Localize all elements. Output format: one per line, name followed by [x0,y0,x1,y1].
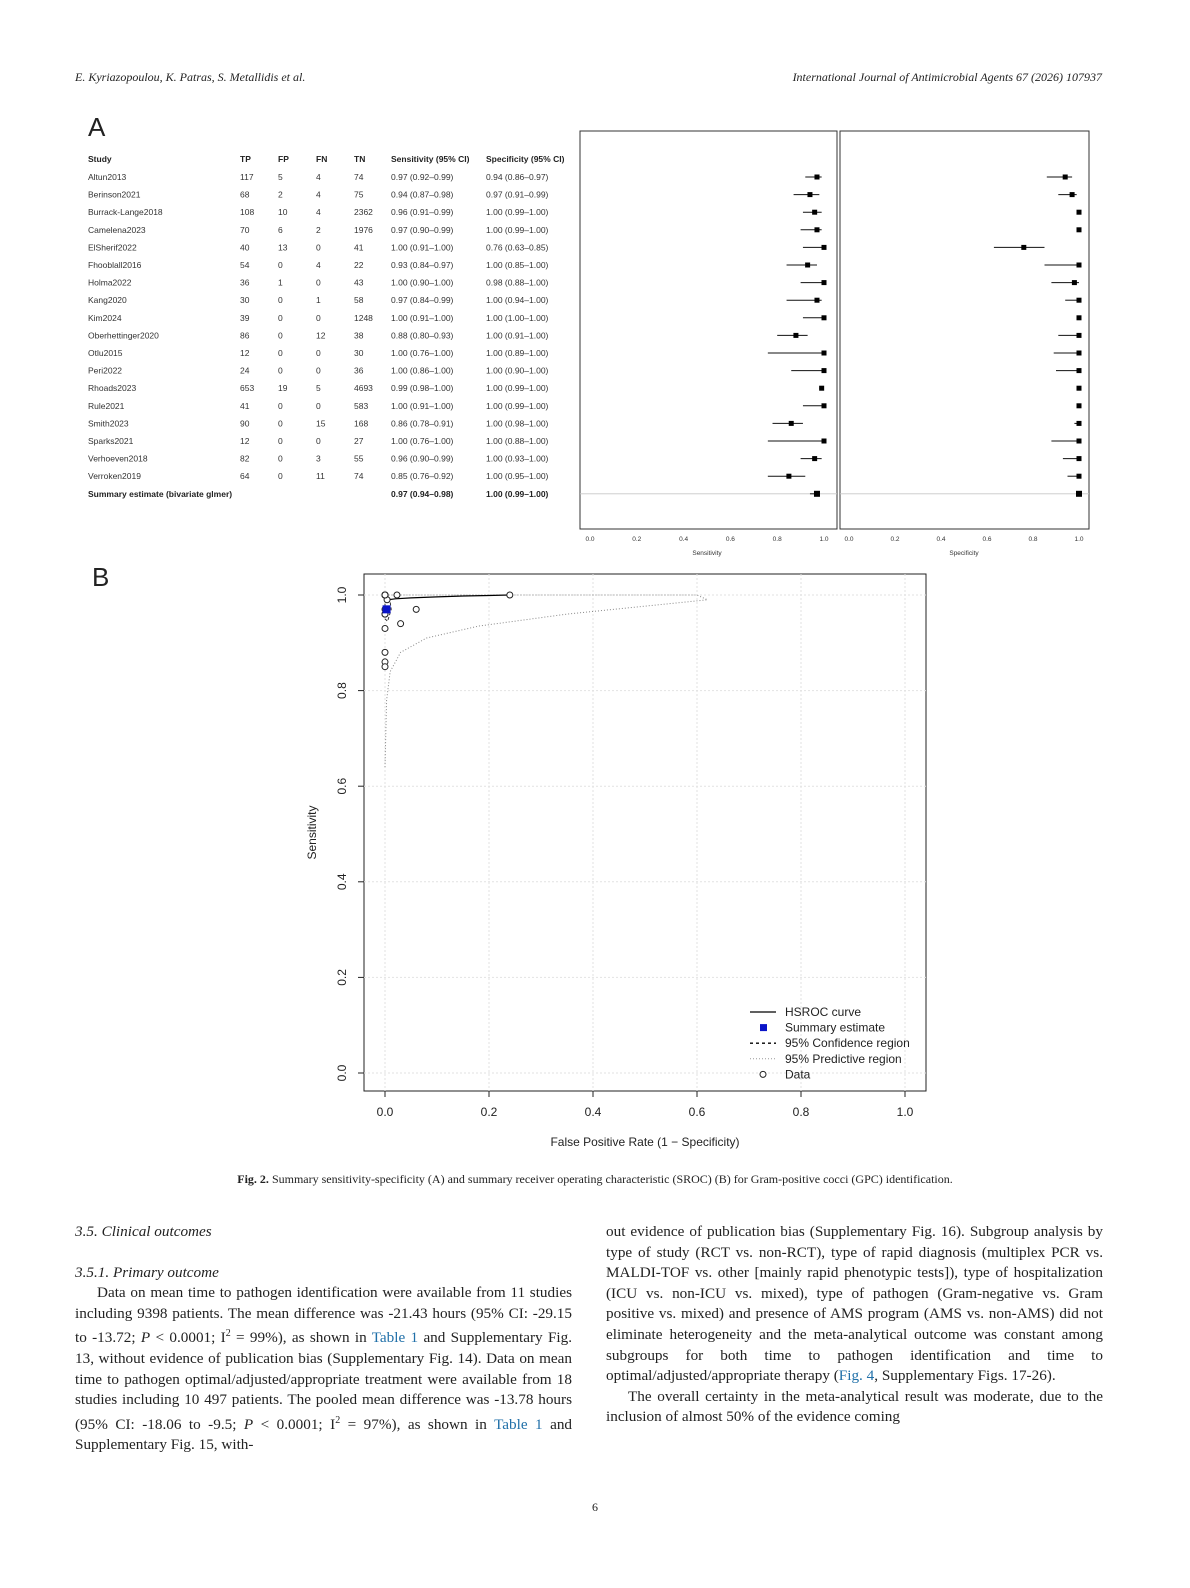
legend-label: Summary estimate [785,1020,886,1035]
data-point [382,592,388,598]
forest-cell: Smith2023 [88,418,129,429]
fig4-link[interactable]: Fig. 4 [838,1367,875,1385]
specificity-point [1077,421,1082,426]
forest-plot-figure [0,0,1190,570]
forest-cell: 1.00 (0.89–1.00) [486,348,549,358]
table1-link[interactable]: Table 1 [494,1415,543,1433]
forest-cell: 68 [240,189,250,200]
forest-cell: 1.00 (0.95–1.00) [486,471,549,482]
forest-cell: 74 [354,471,364,482]
forest-cell: 108 [240,207,255,218]
forest-cell: Berinson2021 [88,189,141,200]
y-tick-label: 0.4 [335,873,349,891]
sensitivity-tick-label: 0.2 [632,536,642,543]
forest-cell: 1.00 (0.99–1.00) [486,383,549,394]
y-tick-label: 0.8 [335,682,349,699]
forest-cell: Camelena2023 [88,224,146,235]
specificity-point [1077,439,1082,444]
specificity-axis-label: Specificity [949,550,979,557]
forest-cell: Kang2020 [88,295,127,306]
forest-cell: Burrack-Lange2018 [88,207,163,218]
forest-cell: 1.00 (0.99–1.00) [486,224,549,235]
forest-cell: 0 [278,400,283,411]
forest-cell: 1.00 (0.94–1.00) [486,295,549,306]
forest-cell: 0.97 (0.92–0.99) [391,172,454,182]
sensitivity-point [786,474,791,479]
x-tick-label: 0.6 [688,1105,706,1119]
forest-cell: 0 [278,365,283,376]
sensitivity-point [814,175,819,180]
sensitivity-point [812,210,817,215]
forest-cell: Peri2022 [88,365,123,376]
forest-cell: 12 [316,330,326,341]
specificity-tick-label: 0.0 [844,536,854,543]
forest-cell: 1.00 (0.86–1.00) [391,365,454,376]
forest-cell: 10 [278,207,288,218]
specificity-point [1076,491,1082,497]
caption-label: Fig. 2. [237,1172,269,1186]
left-column [75,1222,572,1456]
forest-cell: Oberhettinger2020 [88,330,159,341]
forest-cell: 12 [240,348,250,358]
sroc-plot [0,560,1190,1160]
specificity-point [1077,227,1082,232]
forest-col-header: TP [240,154,251,164]
forest-cell: 0 [316,312,321,323]
forest-cell: 38 [354,330,364,341]
specificity-point [1070,192,1075,197]
legend-swatch [760,1071,766,1077]
forest-summary-sens: 0.97 (0.94–0.98) [391,488,454,499]
forest-cell: 75 [354,189,364,200]
specificity-point [1021,245,1026,250]
forest-cell: 55 [354,453,364,464]
data-point [382,649,388,655]
forest-cell: 4693 [354,383,373,394]
forest-cell: 0 [278,348,283,358]
forest-cell: 2362 [354,207,373,218]
forest-cell: 0.85 (0.76–0.92) [391,471,454,482]
forest-cell: 86 [240,330,250,341]
forest-cell: 1.00 (0.93–1.00) [486,453,549,464]
right-column [606,1222,1103,1428]
x-tick-label: 0.4 [584,1105,602,1119]
forest-cell: 0 [278,295,283,306]
panel-b-label: B [92,562,110,592]
specificity-point [1077,333,1082,338]
specificity-point [1077,386,1082,391]
data-point [413,606,419,612]
sensitivity-point [814,298,819,303]
legend-label: HSROC curve [785,1005,862,1019]
legend-label: Data [785,1067,811,1082]
specificity-point [1077,368,1082,373]
forest-cell: 0.96 (0.90–0.99) [391,453,454,464]
forest-cell: 0 [278,312,283,323]
forest-cell: 39 [240,312,250,323]
forest-cell: 1.00 (0.91–1.00) [391,400,454,411]
section-heading: 3.5. Clinical outcomes [75,1223,212,1240]
forest-cell: 0 [278,260,283,270]
subsection-heading: 3.5.1. Primary outcome [75,1263,219,1281]
forest-cell: Otlu2015 [88,348,123,358]
specificity-point [1077,456,1082,461]
forest-cell: 11 [316,471,325,482]
forest-cell: 54 [240,260,250,270]
forest-cell: 0.96 (0.91–0.99) [391,207,454,218]
left-paragraph: Data on mean time to pathogen identification were available from 11 studies including 9398 patients. The mean difference was -21.43 hours (95% CI: -29.15 to -13.72; P < 0.0001; $I^2 = 99\%$), as shown in Table 1 and Supplementary Fig. 13, without evidence of publication bias (Supplementary Fig. 14). Data on mean time to pathogen optimal/adjusted/appropriate treatment were available from 18 studies including 10 497 patients. The pooled mean difference was -13.78 hours (95% CI: -18.06 to -9.5; P < 0.0001; $I^2 = 97\%$), as shown in Table 1 and Supplementary Fig. 15, with- [75,1284,573,1454]
forest-cell: 0 [316,436,321,446]
forest-cell: Holma2022 [88,277,132,288]
sensitivity-point [822,280,827,285]
forest-cell: 1 [278,277,283,288]
forest-cell: 30 [240,295,250,306]
data-point [507,592,513,598]
table1-link[interactable]: Table 1 [371,1329,419,1347]
x-tick-label: 0.2 [480,1105,498,1119]
forest-cell: 0.88 (0.80–0.93) [391,330,454,341]
forest-cell: Rhoads2023 [88,383,137,394]
forest-col-header: Specificity (95% CI) [486,154,565,164]
forest-cell: 40 [240,242,250,253]
forest-cell: 0 [278,418,283,429]
forest-cell: Altun2013 [88,172,127,182]
y-tick-label: 1.0 [335,586,349,604]
forest-cell: 0 [316,242,321,253]
specificity-panel-frame [840,131,1089,529]
specificity-point [1077,263,1082,268]
forest-cell: 653 [240,383,255,394]
forest-cell: 0 [278,471,283,482]
forest-cell: 27 [354,436,364,446]
forest-col-header: TN [354,154,366,164]
data-point [394,592,400,598]
forest-cell: 1 [316,295,321,306]
sensitivity-point [814,491,820,497]
y-tick-label: 0.0 [335,1064,349,1082]
forest-cell: 0.97 (0.84–0.99) [391,295,454,306]
forest-cell: 1976 [354,224,373,235]
forest-cell: 0.94 (0.86–0.97) [486,172,549,182]
forest-cell: 0.76 (0.63–0.85) [486,242,549,253]
forest-cell: 41 [240,400,250,411]
forest-cell: 1.00 (0.90–1.00) [391,277,454,288]
y-tick-label: 0.2 [335,969,349,986]
summary-estimate-marker [383,605,391,613]
forest-cell: 0.97 (0.91–0.99) [486,189,549,200]
forest-cell: 1.00 (0.76–1.00) [391,348,454,358]
forest-cell: 0 [278,453,283,464]
sensitivity-point [793,333,798,338]
forest-cell: 0 [316,400,321,411]
x-axis-label: False Positive Rate (1 − Specificity) [550,1135,740,1149]
right-paragraph-1: out evidence of publication bias (Supplementary Fig. 16). Subgroup analysis by type of study (RCT vs. non-RCT), type of rapid diagnosis (multiplex PCR vs. MALDI-TOF vs. other [mainly rapid phenotypic tests]), type of hospitalization (ICU vs. non-ICU vs. mixed), type of pathogen (Gram-negative vs. Gram positive vs. mixed) and presence of AMS program (AMS vs. non-AMS) did not eliminate heterogeneity and the meta-analytical outcome was constant among subgroups for both time to pathogen identification and time to optimal/adjusted/appropriate therapy (Fig. 4, Supplementary Figs. 17-26). [606,1223,1103,1385]
forest-cell: 22 [354,260,364,270]
forest-cell: 0.97 (0.90–0.99) [391,224,454,235]
forest-cell: 0.86 (0.78–0.91) [391,418,454,429]
sensitivity-point [822,439,827,444]
specificity-tick-label: 0.8 [1028,536,1038,543]
legend-label: 95% Confidence region [785,1036,910,1051]
forest-cell: 0 [316,277,321,288]
forest-cell: 6 [278,224,283,235]
running-header-journal: International Journal of Antimicrobial Agents 67 (2026) 107937 [792,70,1102,84]
running-header-authors: E. Kyriazopoulou, K. Patras, S. Metallidis et al. [75,70,306,84]
sensitivity-point [822,245,827,250]
sensitivity-point [822,368,827,373]
forest-cell: 0 [278,330,283,341]
forest-cell: 2 [278,189,283,200]
forest-cell: 30 [354,348,364,358]
forest-cell: 36 [240,277,250,288]
forest-cell: Sparks2021 [88,436,134,446]
forest-cell: 1248 [354,312,373,323]
forest-col-header: FP [278,154,289,164]
sensitivity-point [819,386,824,391]
y-tick-label: 0.6 [335,777,349,795]
sensitivity-panel-frame [580,131,837,529]
specificity-point [1072,280,1077,285]
x-tick-label: 0.8 [792,1105,810,1119]
forest-cell: 4 [316,207,321,218]
sensitivity-point [805,263,810,268]
forest-cell: 15 [316,418,326,429]
forest-cell: 1.00 (0.99–1.00) [486,400,549,411]
forest-cell: 5 [316,383,321,394]
sensitivity-point [822,315,827,320]
forest-cell: 1.00 (0.91–1.00) [391,242,454,253]
forest-col-header: Sensitivity (95% CI) [391,154,470,164]
forest-col-header: FN [316,154,328,164]
forest-cell: ElSherif2022 [88,242,137,253]
forest-cell: 0 [316,365,321,376]
forest-cell: 4 [316,189,321,200]
data-point [382,664,388,670]
forest-cell: 24 [240,365,250,376]
forest-cell: 74 [354,172,364,182]
specificity-tick-label: 0.4 [936,536,946,543]
specificity-tick-label: 0.6 [982,536,992,543]
x-tick-label: 0.0 [376,1105,394,1119]
specificity-point [1077,351,1082,356]
forest-cell: Kim2024 [88,312,122,323]
forest-cell: 19 [278,383,288,394]
specificity-point [1077,403,1082,408]
specificity-tick-label: 0.2 [890,536,900,543]
y-axis-label: Sensitivity [305,805,319,860]
forest-cell: Fhooblall2016 [88,260,142,270]
forest-cell: 1.00 (0.88–1.00) [486,436,549,446]
forest-cell: 0 [278,436,283,446]
forest-summary-label: Summary estimate (bivariate glmer) [88,488,233,499]
forest-cell: 5 [278,172,283,182]
forest-cell: 70 [240,224,250,235]
sensitivity-point [807,192,812,197]
forest-cell: 0 [316,348,321,358]
forest-cell: 43 [354,277,364,288]
forest-col-header: Study [88,154,112,164]
hsroc-curve [385,595,510,602]
x-tick-label: 1.0 [896,1105,914,1119]
specificity-point [1077,210,1082,215]
sensitivity-tick-label: 1.0 [819,536,829,543]
specificity-point [1077,474,1082,479]
specificity-tick-label: 1.0 [1074,536,1084,543]
sensitivity-point [822,403,827,408]
sensitivity-tick-label: 0.8 [772,536,782,543]
forest-cell: Verhoeven2018 [88,453,148,464]
sensitivity-point [822,351,827,356]
forest-cell: Verroken2019 [88,471,141,482]
legend-swatch [760,1024,767,1031]
forest-cell: 1.00 (0.91–1.00) [486,330,549,341]
forest-cell: 4 [316,260,321,270]
right-paragraph-2: The overall certainty in the meta-analytical result was moderate, due to the inclusion of almost 50% of the evidence coming [606,1387,1103,1426]
predictive-region [385,595,707,767]
forest-cell: 3 [316,453,321,464]
sensitivity-point [814,227,819,232]
forest-cell: 1.00 (0.91–1.00) [391,312,454,323]
caption-text: Summary sensitivity-specificity (A) and summary receiver operating characteristic (SROC) (B) for Gram-positive cocci (GPC) identification. [271,1172,953,1186]
data-point [382,625,388,631]
forest-cell: 168 [354,418,369,429]
forest-cell: 1.00 (0.99–1.00) [486,207,549,218]
forest-cell: 0.93 (0.84–0.97) [391,260,454,270]
forest-cell: 58 [354,295,364,306]
sensitivity-axis-label: Sensitivity [692,550,722,557]
forest-summary-spec: 1.00 (0.99–1.00) [486,488,549,499]
sensitivity-point [812,456,817,461]
specificity-point [1077,298,1082,303]
forest-cell: Rule2021 [88,400,125,411]
forest-cell: 90 [240,418,250,429]
sensitivity-tick-label: 0.0 [585,536,595,543]
forest-cell: 0.94 (0.87–0.98) [391,189,454,200]
forest-cell: 1.00 (0.76–1.00) [391,436,454,446]
sensitivity-point [789,421,794,426]
forest-cell: 41 [354,242,364,253]
panel-a-label: A [88,112,106,142]
sensitivity-tick-label: 0.4 [679,536,689,543]
forest-cell: 1.00 (0.85–1.00) [486,260,549,270]
forest-cell: 1.00 (0.98–1.00) [486,418,549,429]
data-point [398,621,404,627]
specificity-point [1063,175,1068,180]
forest-cell: 1.00 (1.00–1.00) [486,312,549,323]
sensitivity-tick-label: 0.6 [725,536,735,543]
legend-label: 95% Predictive region [785,1051,902,1066]
forest-cell: 82 [240,453,250,464]
forest-cell: 117 [240,172,254,182]
specificity-point [1077,315,1082,320]
forest-cell: 0.99 (0.98–1.00) [391,383,454,394]
forest-cell: 4 [316,172,321,182]
figure-caption [0,1172,1190,1187]
forest-cell: 36 [354,365,364,376]
forest-cell: 0.98 (0.88–1.00) [486,277,549,288]
forest-cell: 583 [354,400,369,411]
forest-cell: 64 [240,471,250,482]
forest-cell: 2 [316,224,321,235]
forest-cell: 13 [278,242,288,253]
page-number: 6 [592,1500,598,1514]
forest-cell: 12 [240,436,250,446]
forest-cell: 1.00 (0.90–1.00) [486,365,549,376]
